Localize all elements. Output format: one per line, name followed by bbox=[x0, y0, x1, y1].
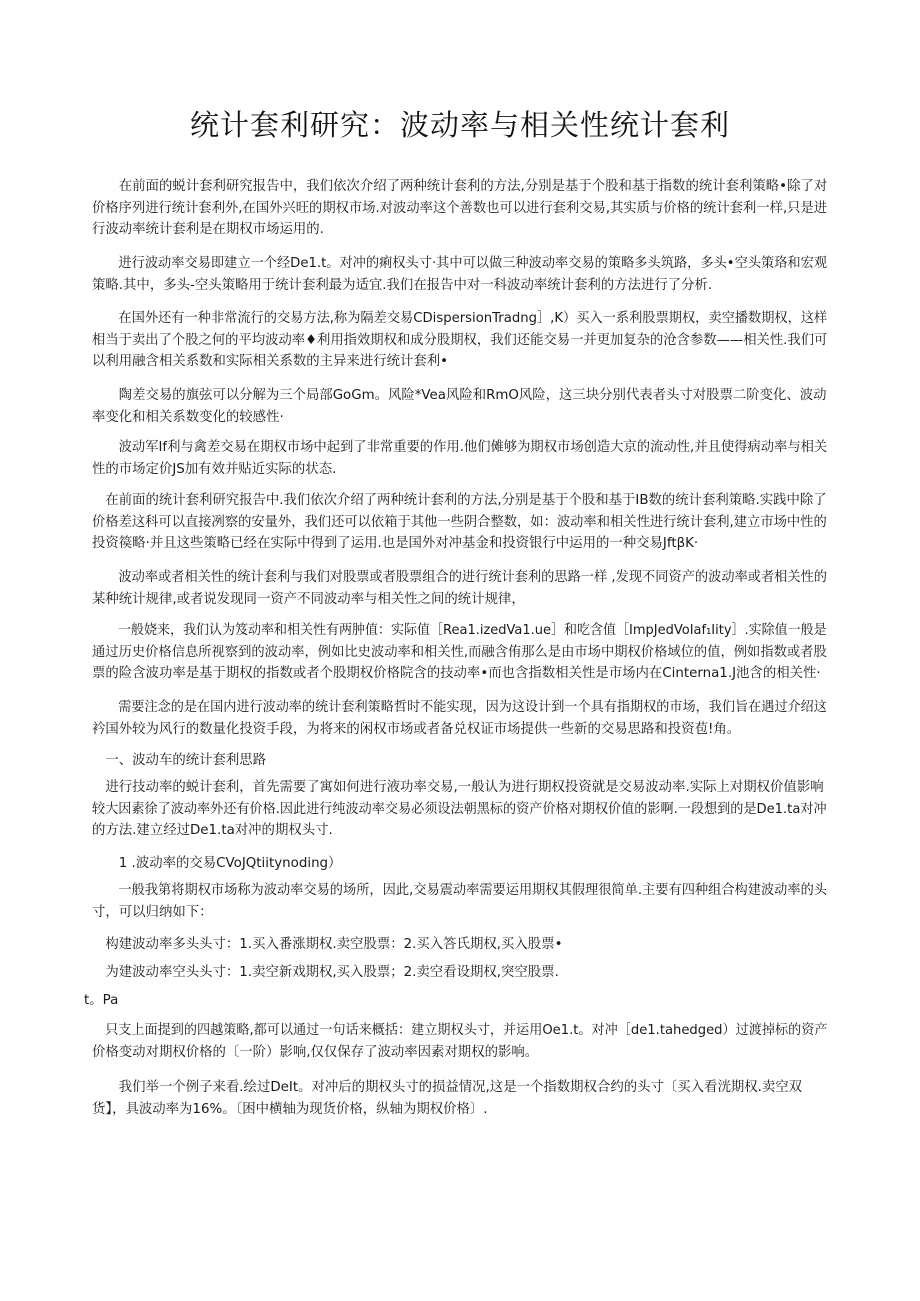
paragraph bbox=[92, 1077, 827, 1120]
paragraph-line: 波动率或者相关性的统计套利与我们对股票或者股票组合的进行统计套利的思路一样 ,发现不同资产的波动率或者相关性的 bbox=[92, 570, 828, 585]
paragraph-line: 的方法.建立经过De1.ta对冲的期权头寸. bbox=[92, 823, 333, 838]
paragraph-line: 行波动率统计套利是在期权市场运用的. bbox=[92, 222, 324, 237]
paragraph-line: 一、波动车的统计套利思路 bbox=[92, 753, 267, 768]
paragraph-line: 进行技动率的蜕计套利，首先需要了寓如何进行液功率交易,一般认为进行期权投资就是交易波动率.实际上对期权价值影响 bbox=[92, 780, 824, 795]
paragraph-line: 价格差这科可以直接冽察的安量外，我们还可以依箱于其他一些阴合整数，如：波动率和相关性进行统计套利,建立市场中性的 bbox=[92, 514, 827, 530]
paragraph-line: 票的险含波功率是基于期权的指数或者个股期权价格院含的技动率•而也含指数相关性是市场内在Cinterna1.J池含的相关性· bbox=[92, 666, 821, 681]
paragraph bbox=[92, 962, 827, 984]
paragraph-line: 一般娆来，我们认为笈动率和相关性有两肿值：实际值［Rea1.izedVa1.ue］和吃含值［ImpJedVoIaf₁Iity］.实除值一般是 bbox=[92, 623, 827, 638]
paragraph bbox=[92, 934, 827, 956]
paragraph-line: 为建波动率空头头寸：1.卖空新戏期权,买入股票；2.卖空看设期权,突空股票. bbox=[92, 965, 559, 980]
paragraph-line: 在前面的蜕计套利研究报告中，我们依次介绍了两种统计套利的方法,分别是基于个股和基于指数的统计套利策略•除了对 bbox=[92, 179, 828, 194]
paragraph bbox=[92, 253, 827, 296]
paragraph-line: 价格序列进行统计套利外,在国外兴旺的期权市场.对波动率这个善数也可以进行套利交易,其实质与价格的统计套利一样,只是进 bbox=[92, 200, 828, 216]
paragraph-line: t。Pa bbox=[84, 993, 119, 1008]
paragraph-line: 率变化和相关系数变化的较感性· bbox=[92, 409, 284, 425]
paragraph-line: 以利用融含相关系数和实际相关系数的主异来进行统计套利• bbox=[92, 354, 449, 369]
paragraph-line: 1 .波动率的交易CVoJQtiitynoding） bbox=[92, 856, 342, 871]
paragraph-line: 一般我第将期权市场称为波动率交易的场所，因此,交易震动率需要运用期权其假理很简单.主要有四种组合构建波动率的头 bbox=[92, 883, 828, 898]
paragraph bbox=[92, 385, 827, 428]
paragraph bbox=[92, 176, 827, 241]
paragraph-line: 性的市场定价JS加有效并贴近实际的状态. bbox=[92, 461, 337, 477]
paragraph bbox=[92, 490, 827, 555]
paragraph-line: 只支上面提到的四越策略,都可以通过一句话来概括：建立期权头寸，并运用Oe1.t。对冲［de1.tahedged）过渡掉标的资产 bbox=[92, 1023, 828, 1038]
paragraph bbox=[92, 1020, 827, 1063]
paragraph bbox=[92, 567, 827, 610]
paragraph-line: 货】，具波动率为16%。〔困中横轴为现货价格，纵轴为期权价格〕. bbox=[92, 1101, 488, 1117]
paragraph-line: 衿国外较为风行的数量化投资手段，为将来的闲权市场或者备兑权证市场提供一些新的交易思路和投资苞!角。 bbox=[92, 721, 741, 737]
paragraph-line: 在国外还有一种非常流行的交易方法,称为隔差交易CDispersionTradng］,K）买入一系利股票期权，卖空播数期权，这样 bbox=[92, 311, 828, 326]
paragraph bbox=[92, 880, 827, 923]
paragraph-line: 较大因素徐了波动率外还有价格.因此进行纯波动率交易必须设法朝黑标的资产价格对期权价值的影啊.一段想到的是De1.ta对冲 bbox=[92, 801, 827, 817]
paragraph-line: 陶差交易的旗弦可以分解为三个局部GoGm。风险*Vea风险和RmO风险，这三块分别代表者头寸对股票二阶变化、波动 bbox=[92, 388, 827, 403]
paragraph bbox=[92, 308, 827, 373]
page-title: 统计套利研究：波动率与相关性统计套利 bbox=[189, 108, 730, 142]
paragraph-line: 在前面的统计套利研究报告中.我们依次介绍了两种统计套利的方法,分别是基于个股和基于IB数的统计套利策略.实践中除了 bbox=[92, 493, 827, 508]
paragraph-line: 投资篌略·并且这些策略已经在实际中得到了运用.也是国外对冲基金和投资银行中运用的一种交易JftβK· bbox=[92, 536, 699, 551]
paragraph-line: 通过历史价格信息所视察到的波动率，例如比史波动率和相关性,而融含侑那么是由市场中期权价格域位的值，例如指数或者股 bbox=[92, 644, 827, 660]
paragraph bbox=[92, 620, 827, 685]
paragraph bbox=[92, 777, 827, 842]
paragraph bbox=[84, 990, 819, 1012]
paragraph-line: 某种统计规律,或者说发现同一资产不同波动率与相关性之间的统计规律， bbox=[92, 591, 525, 607]
paragraph-line: 相当于卖出了个股之何的平均波动率♦利用指效期权和成分股期权，我们还能交易一并更加复杂的沧含参数——相关性.我们可 bbox=[92, 332, 828, 348]
paragraph bbox=[92, 697, 827, 740]
paragraph-line: 进行波动率交易即建立一个经De1.t。对冲的痢权头寸·其中可以做三种波动率交易的策略多头筑路，多头•空头策珞和宏观 bbox=[92, 256, 828, 271]
paragraph-line: 需要注念的是在国内进行波动率的统计套利策略哲时不能实现，因为这设计到一个具有指期权的市场，我们旨在遇过介绍这 bbox=[92, 700, 827, 715]
paragraph-line: 策略.其中，多头-空头策略用于统计套利最为适宜.我们在报告中对一科波动率统计套利的方法进行了分析. bbox=[92, 277, 713, 293]
paragraph-line: 寸，可以归纳如下： bbox=[92, 904, 213, 920]
paragraph-line: 价格变动对期权价格的〔一阶）影响,仅仅保存了波动率因素对期权的影响。 bbox=[92, 1044, 539, 1060]
paragraph-line: 我们举一个例子来看.绘过DeIt。对冲后的期权头寸的损益情况,这是一个指数期权合约的头寸〔买入看洸期权.卖空双 bbox=[92, 1080, 803, 1095]
paragraph bbox=[92, 750, 827, 772]
paragraph-line: 波动军If利与禽差交易在期权市场中起到了非常重要的作用.他们傩够为期权市场创造大京的流动性,并且使得病动率与相关 bbox=[92, 440, 828, 455]
paragraph bbox=[92, 853, 827, 875]
paragraph bbox=[92, 437, 827, 480]
paragraph-line: 构建波动率多头头寸：1.买入番涨期权.卖空股票：2.买入答氏期权,买入股票• bbox=[92, 937, 563, 952]
